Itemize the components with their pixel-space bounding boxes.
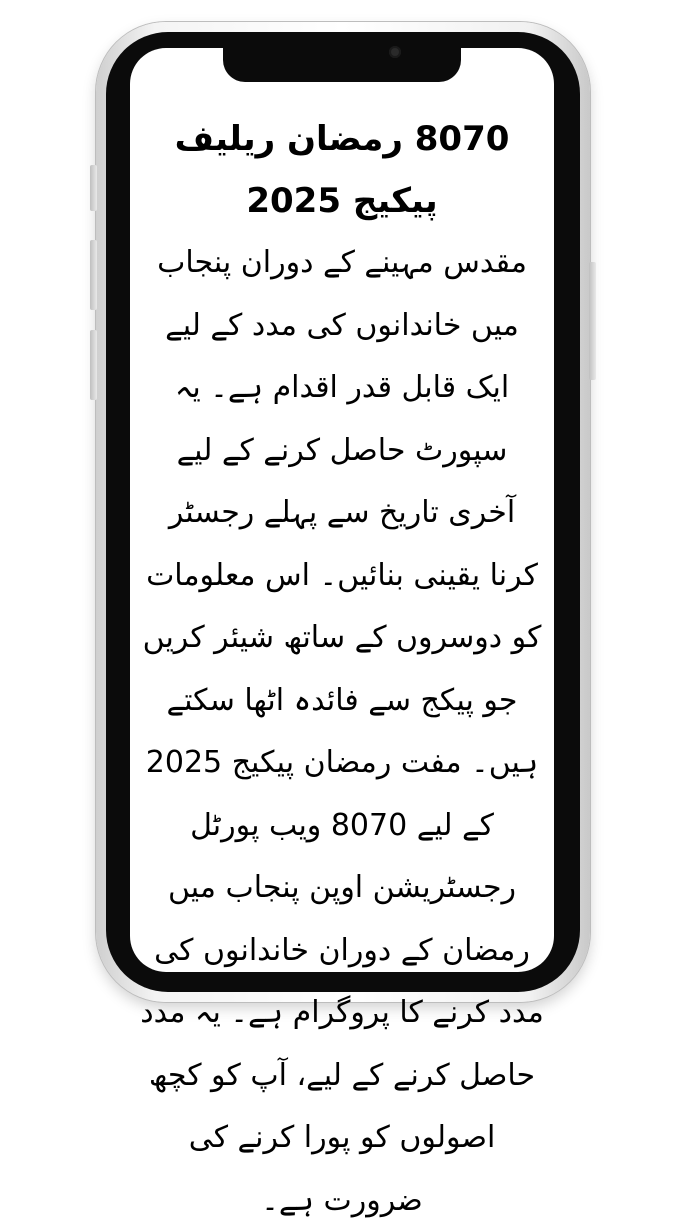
power-button: [589, 262, 596, 380]
mute-switch: [90, 165, 97, 211]
volume-up-button: [90, 240, 97, 310]
volume-down-button: [90, 330, 97, 400]
article: [140, 108, 544, 1232]
article-title: 8070 رمضان ریلیف پیکیج 2025: [174, 119, 510, 221]
phone-notch: [223, 46, 461, 82]
front-camera-icon: [389, 46, 401, 58]
article-body: مقدس مہینے کے دوران پنجاب میں خاندانوں کی مدد کے لیے ایک قابل قدر اقدام ہے۔ یہ سپورٹ حاصل کرنے کے لیے آخری تاریخ سے پہلے رجسٹر کرنا یقینی بنائیں۔ اس معلومات کو دوسروں کے ساتھ شیئر کریں جو پیکج سے فائدہ اٹھا سکتے ہیں۔ مفت رمضان پیکیج 2025 کے لیے 8070 ویب پورٹل رجسٹریشن اوپن پنجاب میں رمضان کے دوران خاندانوں کی مدد کرنے کا پروگرام ہے۔ یہ مدد حاصل کرنے کے لیے، آپ کو کچھ اصولوں کو پورا کرنے کی ضرورت ہے۔: [140, 245, 544, 1218]
